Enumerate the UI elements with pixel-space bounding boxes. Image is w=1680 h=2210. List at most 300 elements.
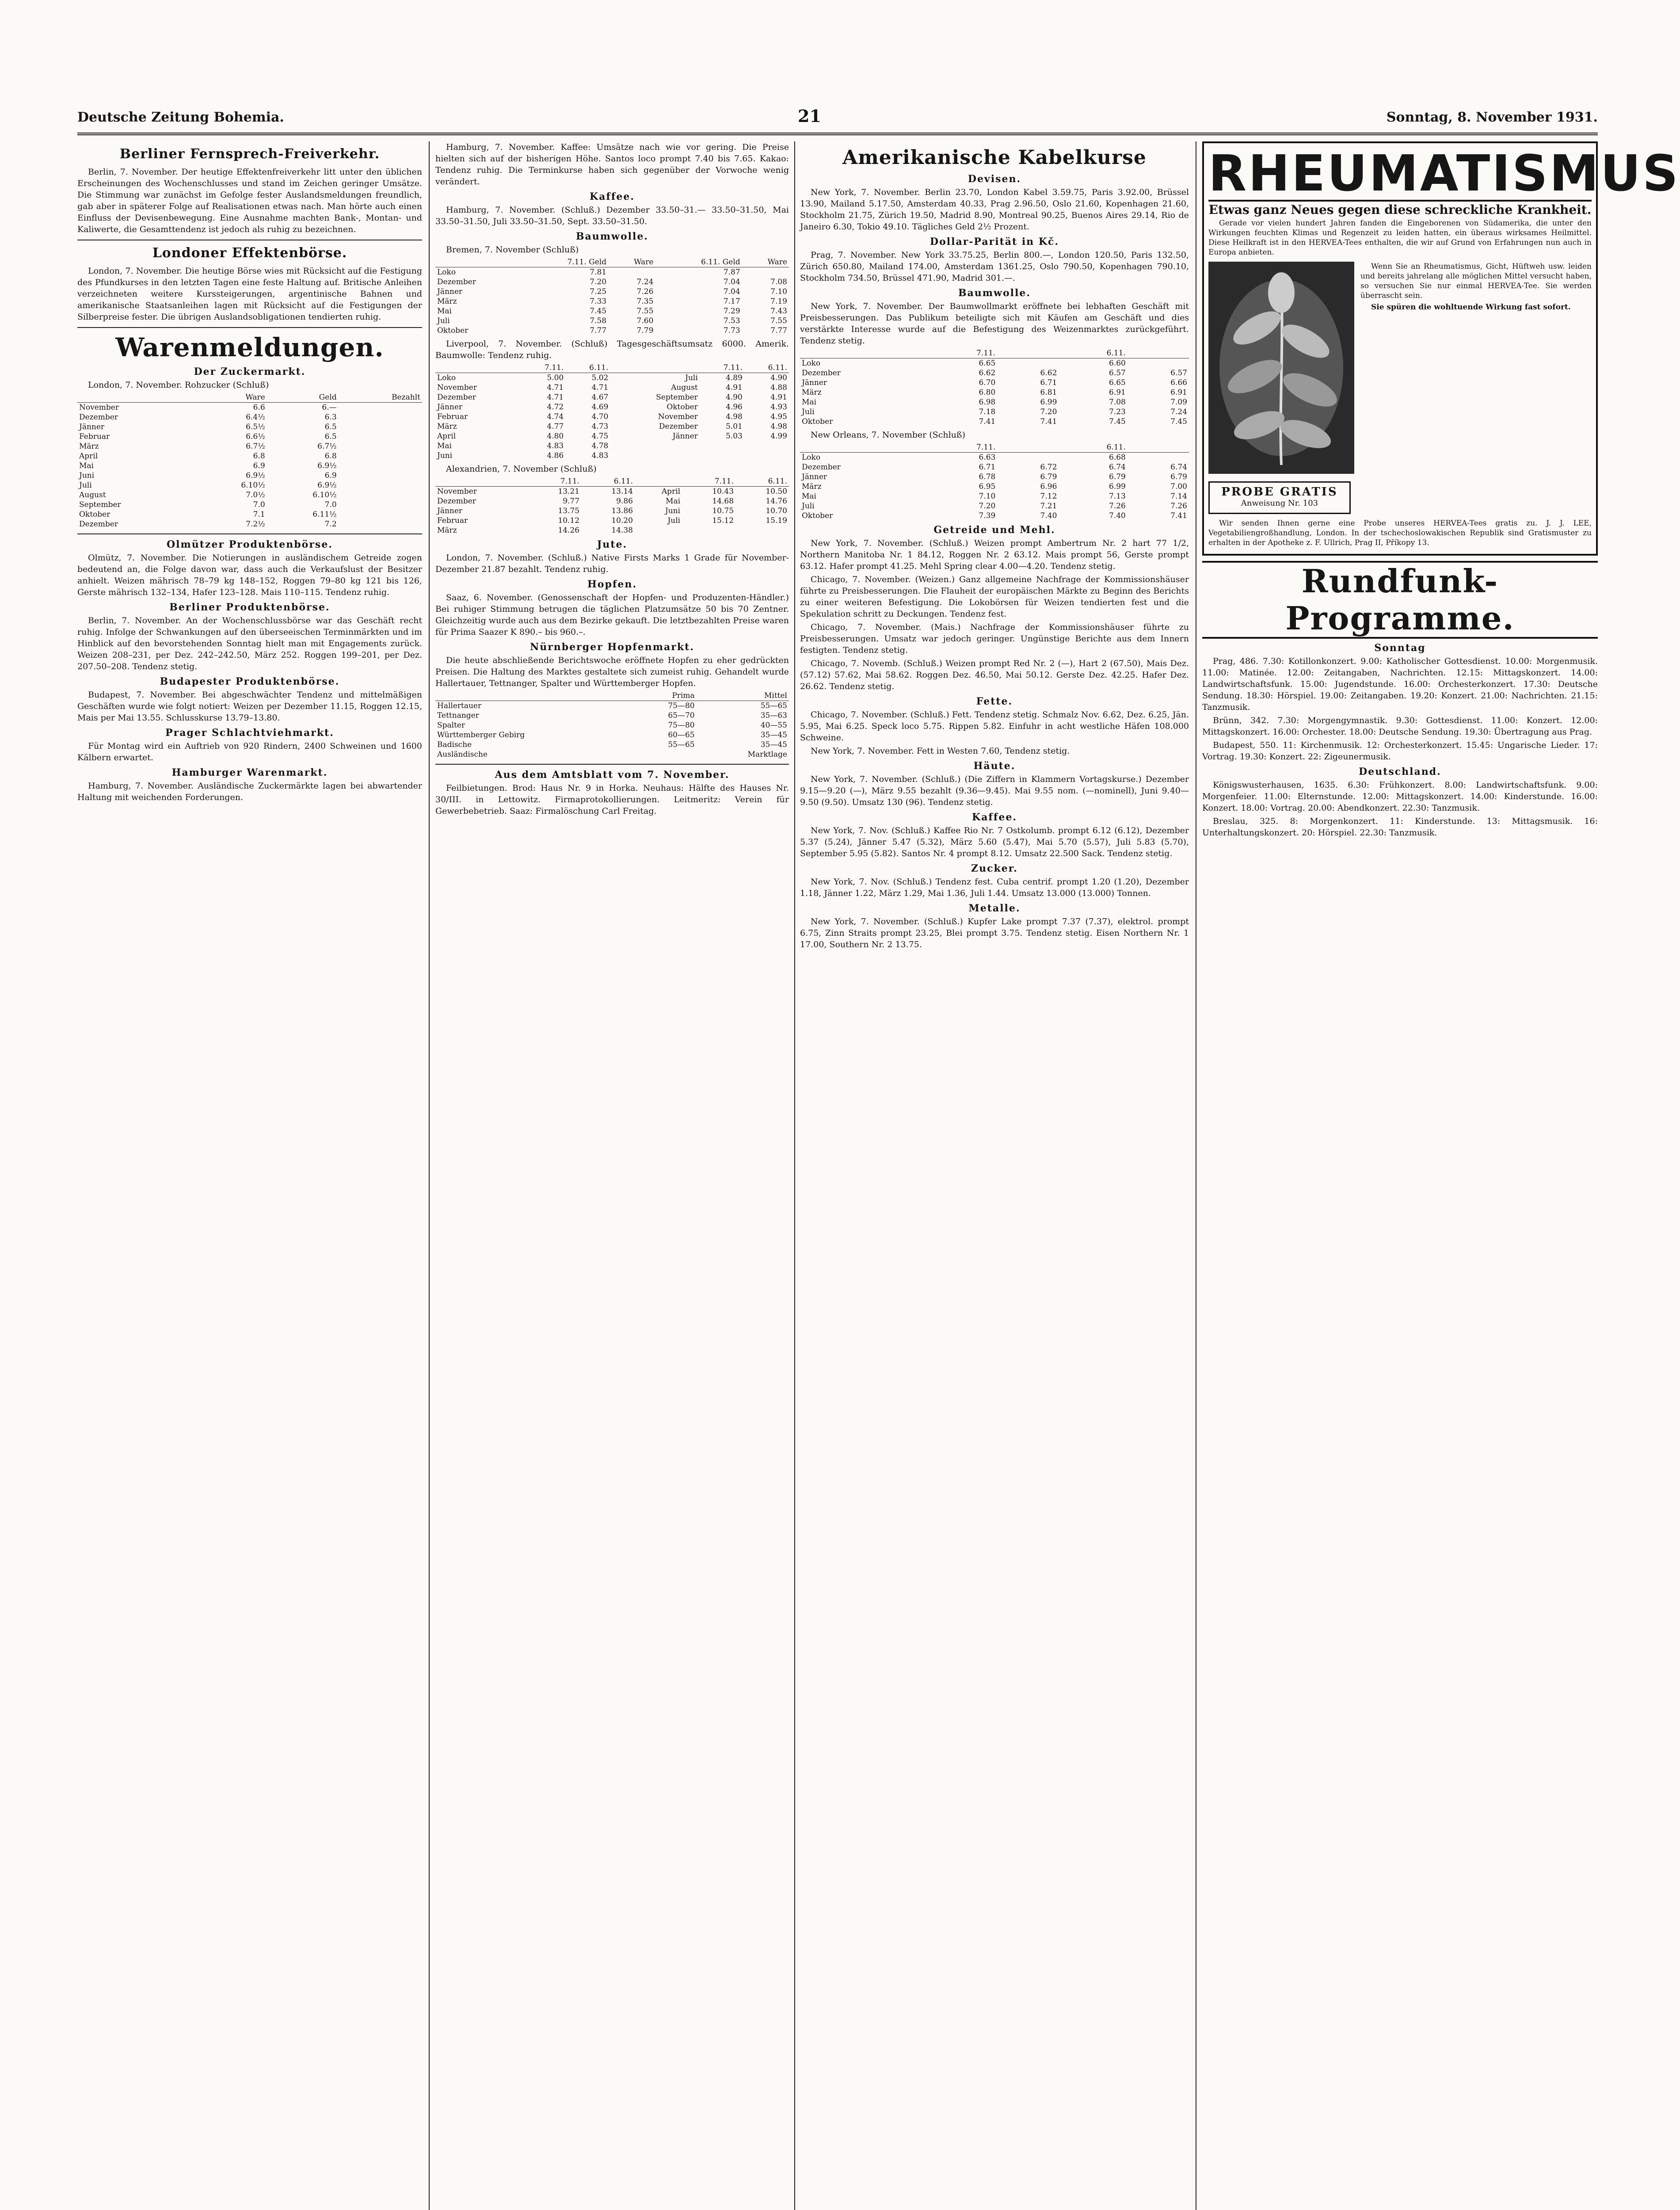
table-row — [435, 496, 789, 506]
table-row — [77, 432, 422, 442]
table-cell: 6.74 — [1170, 463, 1187, 472]
article-text: New York, 7. Nov. (Schluß.) Tendenz fest. Cuba centrif. prompt 1.20 (1.20), Dezember 1.18, Jänner 1.22, März 1.29, Mai 1.36, Juli 1.44. Umsatz 13.000 (13.000) Tonnen. — [800, 877, 1189, 898]
table-cell: 7.60 — [636, 316, 654, 325]
table-row — [435, 526, 789, 535]
table-cell: 6.8 — [324, 452, 337, 461]
table-cell: März — [437, 297, 457, 306]
table-row — [435, 402, 789, 412]
newspaper-name: Deutsche Zeitung Bohemia. — [77, 110, 284, 125]
table-cell — [339, 442, 422, 451]
table-cell: 7.00 — [1170, 482, 1187, 491]
table-cell: 7.25 — [590, 287, 607, 296]
column-rule — [429, 141, 430, 2210]
table-cell: 7.43 — [770, 307, 787, 316]
table-cell: 10.12 — [558, 516, 580, 525]
table-cell: 4.70 — [591, 412, 609, 421]
table-cell: 7.41 — [979, 417, 996, 426]
table-row — [800, 368, 1189, 378]
table-cell: Hallertauer — [437, 701, 482, 710]
column-4 — [1202, 141, 1680, 2210]
table-cell: 6.74 — [1109, 463, 1126, 472]
table-cell: November — [437, 487, 477, 496]
table-row — [77, 490, 422, 500]
article-text: Die heute abschließende Berichtswoche eröffnete Hopfen zu eher gedrückten Preisen. Die Haltung des Marktes gestaltete sich zumeist ruhig. Gehandelt wurde Hallertauer, Tettnanger, Spalter und Württemberger Hopfen. — [435, 655, 789, 688]
subsection-title: Baumwolle. — [575, 231, 649, 242]
table-cell: 7.45 — [1170, 417, 1187, 426]
table-cell: 6.7½ — [246, 442, 265, 451]
section-title: Berliner Fernsprech-Freiverkehr. — [119, 146, 380, 162]
table-cell: 6.57 — [1109, 369, 1126, 377]
table-cell: März — [802, 388, 822, 397]
table-cell: 7.77 — [590, 326, 607, 335]
table-cell: November — [437, 383, 477, 392]
table-header-row — [435, 476, 789, 487]
table-header-cell: Prima — [632, 691, 697, 701]
table-header-row — [800, 348, 1189, 358]
table-cell: 9.86 — [616, 497, 633, 506]
section-title: Warenmeldungen. — [115, 332, 384, 362]
table-cell: Juli — [685, 373, 698, 382]
article-text: New York, 7. Nov. (Schluß.) Kaffee Rio Nr. 7 Ostkolumb. prompt 6.12 (6.12), Dezember 5.37 (5.24), Jänner 5.47 (5.32), März 5.60 (5.47), Mai 5.70 (5.57), Juli 5.83 (5.70), September 5.95 (5.82). Santos Nr. 4 prompt 8.12. Umsatz 22.500 Sack. Tendenz stetig. — [800, 826, 1189, 858]
table-cell: 6.95 — [979, 482, 996, 491]
subsection-title: Dollar-Parität in Kč. — [930, 236, 1059, 248]
table-cell: 4.91 — [726, 383, 743, 392]
table-cell: 7.13 — [1109, 492, 1126, 501]
table-cell: 7.33 — [590, 297, 607, 306]
table-header-row — [435, 691, 789, 701]
table-cell: 7.77 — [770, 326, 787, 335]
table-cell: Dezember — [437, 393, 476, 402]
table-cell: 10.43 — [712, 487, 734, 496]
subsection-title: Baumwolle. — [958, 287, 1031, 299]
article-text: Chicago, 7. November. (Weizen.) Ganz allgemeine Nachfrage der Kommissionshäuser führte zu Preisbesserungen. Die Flauheit der europäischen Märkte zu Beginn des Berichts zu einer weiteren Befestigung. Die Lokobörsen für Weizen tendierten fest und die Spekulation schritt zu Deckungen. Tendenz fest. — [800, 575, 1189, 619]
table-cell — [339, 471, 422, 480]
subsection-title: Olmützer Produktenbörse. — [167, 539, 333, 550]
table-cell: 4.90 — [726, 393, 743, 402]
table-row — [800, 397, 1189, 407]
article-text: Breslau, 325. 8: Morgenkonzert. 11: Kinderstunde. 13: Mittagsmusik. 16: Unterhaltungskonzert. 20: Hörspiel. 22.30: Tanzmusik. — [1202, 816, 1598, 838]
section-title: Amerikanische Kabelkurse — [842, 146, 1147, 169]
table-row — [435, 287, 789, 297]
table-cell: 7.58 — [590, 316, 607, 325]
table-header-cell — [435, 476, 528, 487]
table-cell: 14.38 — [611, 526, 633, 535]
table-cell: 13.21 — [558, 487, 580, 496]
table-row — [435, 740, 789, 750]
table-cell — [700, 451, 744, 461]
table-row — [800, 482, 1189, 492]
article-text: New Orleans, 7. November (Schluß) — [811, 430, 966, 440]
article-text: Liverpool, 7. November. (Schluß) Tagesgeschäftsumsatz 6000. Amerik. Baumwolle: Tendenz ruhig. — [435, 339, 789, 360]
table-row — [77, 422, 422, 432]
table-cell: August — [79, 491, 106, 499]
table-row — [435, 730, 789, 740]
table-cell: 7.12 — [1040, 492, 1057, 501]
plant-illustration-icon — [1208, 262, 1354, 474]
table-cell: Juli — [437, 316, 450, 325]
table-cell: 4.75 — [591, 432, 609, 441]
table-cell: 6.96 — [1040, 482, 1057, 491]
table-row — [435, 306, 789, 316]
table-cell: 4.78 — [591, 442, 609, 450]
article-text: New York, 7. November. (Schluß.) (Die Ziffern in Klammern Vortagskurse.) Dezember 9.15—9.20 (—), März 9.55 bezahlt (9.36—9.45). Mai 9.55 nom. (—nominell), Juni 9.40—9.50 (9.50). Umsatz 130 (96). Tendenz stetig. — [800, 774, 1189, 807]
table-row — [800, 501, 1189, 511]
table-cell: 13.75 — [558, 507, 580, 515]
table-cell: Badische — [437, 740, 472, 749]
table-cell: 7.55 — [770, 316, 787, 325]
table-header-cell: 6.11. — [744, 363, 789, 373]
table-cell: 4.98 — [770, 422, 787, 431]
table-cell: 6.71 — [1040, 378, 1057, 387]
article-text: Budapest, 550. 11: Kirchenmusik. 12: Orchesterkonzert. 15.45: Ungarische Lieder. 17: Vortrag. 19.30: Konzert. 22: Zigeunermusik. — [1202, 740, 1598, 762]
table-cell: 7.1 — [253, 510, 265, 519]
table-header-cell: 7.11. — [521, 363, 565, 373]
table-cell: 55—65 — [668, 740, 695, 749]
table-cell: Jänner — [672, 432, 698, 441]
table-header-cell: 7.11. — [929, 442, 997, 453]
table-cell: 7.35 — [636, 297, 654, 306]
sugar-table — [77, 392, 422, 529]
table-cell: Mai — [802, 398, 816, 407]
ad-side-bold: Sie spüren die wohltuende Wirkung fast sofort. — [1371, 303, 1571, 312]
table-cell: Jänner — [802, 378, 827, 387]
table-row — [77, 500, 422, 510]
table-cell: 6.81 — [1040, 388, 1057, 397]
table-cell: 6.99 — [1040, 398, 1057, 407]
table-row — [435, 392, 789, 402]
table-cell: 14.68 — [712, 497, 734, 506]
table-cell: 7.2½ — [246, 520, 265, 529]
table-cell: 7.14 — [1170, 492, 1187, 501]
table-cell: 7.53 — [723, 316, 740, 325]
table-cell: 60—65 — [668, 731, 695, 739]
bremen-cotton-table — [435, 257, 789, 335]
table-header-cell: 7.11. — [929, 348, 997, 358]
coupon-subtitle: Anweisung Nr. 103 — [1241, 499, 1318, 508]
table-row — [435, 487, 789, 497]
table-header-cell: 6.11. Geld — [655, 257, 742, 267]
table-cell: 7.40 — [1109, 511, 1126, 520]
table-cell — [744, 441, 789, 451]
table-cell: 4.71 — [591, 383, 609, 392]
subsection-title: Prager Schlachtviehmarkt. — [165, 727, 334, 739]
table-cell: 4.74 — [547, 412, 564, 421]
table-cell: Mai — [666, 497, 681, 506]
table-cell: 4.95 — [770, 412, 787, 421]
table-cell: 7.10 — [770, 287, 787, 296]
table-cell: 7.24 — [636, 278, 654, 286]
table-cell: 75—80 — [668, 721, 695, 730]
coupon-title: PROBE GRATIS — [1221, 485, 1338, 499]
table-row — [800, 462, 1189, 472]
ad-title: RHEUMATISMUS — [1208, 145, 1680, 202]
table-cell: Tettnanger — [437, 711, 479, 720]
table-cell: 14.26 — [558, 526, 580, 535]
table-cell: 7.40 — [1040, 511, 1057, 520]
subsection-title: Deutschland. — [1359, 766, 1441, 777]
table-cell: 6.60 — [1109, 359, 1126, 368]
alexandria-cotton-table — [435, 476, 789, 535]
table-cell: 4.83 — [547, 442, 564, 450]
table-cell: 6.7½ — [317, 442, 337, 451]
table-cell: 7.0 — [253, 500, 265, 509]
table-header-row — [77, 392, 422, 403]
table-header-cell — [610, 363, 699, 373]
subsection-title: Devisen. — [968, 173, 1021, 185]
table-cell: 6.3 — [324, 413, 337, 422]
article-text: Saaz, 6. November. (Genossenschaft der Hopfen- und Produzenten-Händler.) Bei ruhiger Stimmung betrugen die täglichen Platzumsätze 50 bis 70 Zentner. Gleichzeitig wurde auch aus dem Bezirke gekauft. Die letztbezahlten Preise waren für Prima Saazer K 890.– bis 960.–. — [435, 593, 789, 637]
table-cell: März — [79, 442, 99, 451]
column-rule — [794, 141, 795, 2210]
table-cell: 4.89 — [726, 373, 743, 382]
table-cell — [700, 441, 744, 451]
table-cell: 7.17 — [723, 297, 740, 306]
table-row — [435, 326, 789, 335]
table-cell: Dezember — [802, 463, 841, 472]
table-cell: April — [79, 452, 98, 461]
table-cell: 6.9 — [253, 461, 265, 470]
table-row — [435, 316, 789, 326]
table-cell: Oktober — [802, 417, 833, 426]
table-row — [435, 431, 789, 441]
subsection-title: Hamburger Warenmarkt. — [171, 767, 328, 778]
table-cell: 7.04 — [723, 287, 740, 296]
table-cell: Mai — [437, 442, 452, 450]
table-header-cell — [997, 442, 1059, 453]
table-cell: Juli — [802, 408, 815, 416]
table-header-cell: 6.11. — [735, 476, 789, 487]
article-text: Prag, 7. November. New York 33.75.25, Berlin 800.—, London 120.50, Paris 132.50, Zürich 650.80, Mailand 174.00, Amsterdam 1361.25, Oslo 790.50, Kopenhagen 790.10, Stockholm 734.50, Brüssel 471.90, Madrid 301.—. — [800, 250, 1189, 283]
table-cell: 14.76 — [766, 497, 787, 506]
ad-left — [1208, 262, 1354, 514]
table-header-cell — [800, 442, 929, 453]
table-cell: 4.69 — [591, 403, 609, 412]
table-row — [77, 412, 422, 422]
table-cell: 6.99 — [1109, 482, 1126, 491]
table-cell: Dezember — [802, 369, 841, 377]
table-cell: 4.88 — [770, 383, 787, 392]
table-cell: 4.98 — [726, 412, 743, 421]
article-text: New York, 7. November. (Schluß.) Weizen prompt Ambertrum Nr. 2 hart 77 1/2, Northern Manitoba Nr. 1 84.12, Roggen Nr. 2 63.12. Mais prompt 56, Gerste prompt 63.12. Hafer prompt 41.25. Mehl Spring clear 4.00—4.20. Tendenz stetig. — [800, 538, 1189, 571]
column-2 — [435, 141, 789, 2210]
table-cell — [339, 432, 422, 442]
table-cell: 6.8 — [253, 452, 265, 461]
table-cell: 6.68 — [1109, 453, 1126, 462]
ad-body — [1208, 262, 1592, 514]
table-cell: 7.19 — [770, 297, 787, 306]
article-text: Alexandrien, 7. November (Schluß) — [446, 464, 597, 474]
table-cell: 10.70 — [766, 507, 787, 515]
table-cell: 7.81 — [590, 268, 607, 277]
table-cell: 6.66 — [1170, 378, 1187, 387]
table-cell: 7.0½ — [246, 491, 265, 499]
table-row — [435, 441, 789, 451]
table-cell: 6.79 — [1170, 472, 1187, 481]
table-cell: 7.20 — [1040, 408, 1057, 416]
table-header-cell: 7.11. — [682, 476, 735, 487]
table-cell: 6.4½ — [246, 413, 265, 422]
separator — [435, 764, 789, 765]
table-cell: Juni — [79, 471, 95, 480]
table-cell: Spalter — [437, 721, 465, 730]
table-row — [435, 720, 789, 730]
table-cell: 7.08 — [1109, 398, 1126, 407]
table-cell — [339, 461, 422, 471]
separator — [77, 533, 422, 534]
newyork-cotton-table — [800, 348, 1189, 427]
table-row — [77, 510, 422, 519]
table-cell: 65—70 — [668, 711, 695, 720]
table-cell: September — [656, 393, 698, 402]
table-cell: 4.67 — [591, 393, 609, 402]
table-cell: 6.71 — [979, 463, 996, 472]
table-cell: 7.2 — [324, 520, 337, 529]
table-row — [435, 711, 789, 720]
table-cell: 7.08 — [770, 278, 787, 286]
article-text: London, 7. November. Rohzucker (Schluß) — [88, 380, 269, 390]
table-header-cell: 7.11. Geld — [522, 257, 608, 267]
article-text: Feilbietungen. Brod: Haus Nr. 9 in Horka. Neuhaus: Hälfte des Hauses Nr. 30/III. in Lettowitz. Firmaprotokollierungen. Leitmeritz: Verein für Gewerbebetrieb. Saaz: Firmalöschung Carl Freitag. — [435, 783, 789, 816]
table-cell: 7.26 — [636, 287, 654, 296]
article-text: Chicago, 7. Novemb. (Schluß.) Weizen prompt Red Nr. 2 (—), Hart 2 (67.50), Mais Dez. (57.12) 57.62, Mai 58.62. Roggen Dez. 46.50, Mai 50.12. Gerste Dez. 42.25. Hafer Dez. 26.62. Tendenz stetig. — [800, 659, 1189, 691]
table-row — [435, 422, 789, 431]
table-cell: 7.45 — [590, 307, 607, 316]
article-text: New York, 7. November. Der Baumwollmarkt eröffnete bei lebhaften Geschäft mit Preisbesserungen. Das Publikum beteiligte sich mit Käufen am Geschäft und dies verstärkte Interesse wurde auf die Befestigung des Weizenmarktes zurückgeführt. Tendenz stetig. — [800, 301, 1189, 346]
table-cell: August — [671, 383, 698, 392]
table-cell: Oktober — [437, 326, 469, 335]
table-cell — [682, 526, 735, 535]
table-row — [435, 516, 789, 526]
table-cell: Dezember — [437, 278, 476, 286]
table-header-cell — [997, 348, 1059, 358]
table-cell: 4.96 — [726, 403, 743, 412]
article-text: Berlin, 7. November. Der heutige Effektenfreiverkehr litt unter den üblichen Erscheinungen des Wochenschlusses und stand im Zeichen geringer Umsätze. Die Stimmung war zunächst im Gefolge fester Auslandsmeldungen freundlich, gab aber in späterer Folge auf Realisationen etwas nach. Man hörte auch einen Einfluss der Devisenbewegung. Eine Ausnahme machten Bank-, Montan- und Kaliwerte, die Gesamttendenz ist jedoch als ruhig zu bezeichnen. — [77, 167, 422, 234]
table-cell: 35—63 — [760, 711, 787, 720]
table-row — [77, 403, 422, 413]
table-header-row — [435, 257, 789, 267]
table-cell: 4.72 — [547, 403, 564, 412]
table-row — [77, 461, 422, 471]
table-cell: Dezember — [79, 413, 118, 422]
table-row — [800, 388, 1189, 397]
table-cell — [635, 526, 682, 535]
subsection-title: Nürnberger Hopfenmarkt. — [530, 641, 694, 653]
table-cell — [339, 480, 422, 490]
article-text: Königswusterhausen, 1635. 6.30: Frühkonzert. 8.00: Landwirtschaftsfunk. 9.00: Morgenfeier. 11.00: Elternstunde. 12.00: Mittagskonzert. 14.00: Kinderstunde. 16.00: Konzert. 18.00: Vortrag. 20.00: Abendkonzert. 22.30: Tanzmusik. — [1202, 780, 1598, 813]
table-row — [800, 511, 1189, 521]
table-cell — [1128, 358, 1189, 369]
table-row — [800, 378, 1189, 388]
table-cell — [610, 451, 699, 461]
table-row — [435, 750, 789, 759]
table-cell: 4.99 — [770, 432, 787, 441]
table-cell: 6.9 — [324, 471, 337, 480]
subsection-title: Kaffee. — [972, 812, 1017, 823]
table-cell: 6.5 — [324, 432, 337, 441]
table-row — [800, 417, 1189, 427]
table-cell: Loko — [437, 268, 456, 277]
liverpool-cotton-table — [435, 363, 789, 461]
table-row — [800, 472, 1189, 482]
article-text: New York, 7. November. Fett in Westen 7.60, Tendenz stetig. — [811, 746, 1070, 756]
subsection-title: Häute. — [973, 760, 1016, 772]
table-cell: 40—55 — [760, 721, 787, 730]
table-cell: Jänner — [79, 423, 105, 431]
article-text: Olmütz, 7. November. Die Notierungen in ausländischem Getreide zogen bedeutend an, die Folge davon war, dass auch die Verkaufslust der Besitzer anhielt. Weizen mährisch 78–79 kg 148–152, Roggen 79–80 kg 121 bis 126, Gerste mährisch 132–134, Hafer 123–128. Mais 110–115. Tendenz ruhig. — [77, 553, 422, 597]
table-cell: 15.12 — [712, 516, 734, 525]
table-cell: 7.79 — [636, 326, 654, 335]
table-row — [800, 358, 1189, 369]
table-cell: 4.73 — [591, 422, 609, 431]
table-cell: 10.75 — [712, 507, 734, 515]
table-row — [77, 451, 422, 461]
article-text: Brünn, 342. 7.30: Morgengymnastik. 9.30: Gottesdienst. 11.00: Konzert. 12.00: Mittagskonzert. 16.00: Orchester. 18.00: Deutsche Sendung. 19.30: Übertragung aus Prag. — [1202, 716, 1598, 737]
table-cell: Mai — [79, 461, 94, 470]
free-sample-coupon — [1208, 481, 1351, 514]
table-cell: 7.26 — [1170, 502, 1187, 511]
table-cell — [997, 358, 1059, 369]
section-title: Londoner Effektenbörse. — [152, 245, 347, 261]
hops-table — [435, 691, 789, 759]
table-cell — [339, 412, 422, 422]
table-cell: 4.80 — [547, 432, 564, 441]
table-cell: 5.00 — [547, 373, 564, 382]
article-text: Chicago, 7. November. (Mais.) Nachfrage der Kommissionshäuser führte zu Preisbesserungen. Umsatz war jedoch geringer. Ungünstige Berichte aus dem Innern festigten. Tendenz stetig. — [800, 622, 1189, 655]
table-cell — [997, 453, 1059, 463]
table-cell — [339, 500, 422, 510]
subsection-title: Sonntag — [1374, 642, 1426, 654]
table-cell: März — [437, 526, 457, 535]
table-cell: 6.6½ — [246, 432, 265, 441]
ad-side-text: Wenn Sie an Rheumatismus, Gicht, Hüftweh usw. leiden und bereits jahrelang alle möglichen Mittel versucht haben, so versuchen Sie nur einmal HERVEA-Tee. Sie werden überrascht sein. — [1360, 262, 1592, 300]
table-header-cell — [435, 691, 632, 701]
table-cell: 5.01 — [726, 422, 743, 431]
article-text: Hamburg, 7. November. (Schluß.) Dezember 33.50–31.— 33.50–31.50, Mai 33.50–31.50, Juli 33.50–31.50, Sept. 33.50–31.50. — [435, 205, 789, 226]
table-cell: Juni — [665, 507, 681, 515]
table-cell: 6.80 — [979, 388, 996, 397]
article-text: London, 7. November. Die heutige Börse wies mit Rücksicht auf die Festigung des Pfundkurses in den letzten Tagen eine feste Haltung auf. Britische Anleihen verzeichneten weitere Kurssteigerungen, argentinische Bahnen und amerikanische Staatsanleihen lagen mit Rücksicht auf die Festigungen der Silberpreise fester. Die übrigen Auslandsobligationen tendierten ruhig. — [77, 266, 422, 322]
table-row — [435, 506, 789, 516]
table-cell: 35—45 — [760, 731, 787, 739]
table-cell: 5.03 — [726, 432, 743, 441]
table-row — [77, 480, 422, 490]
table-cell: 7.20 — [979, 502, 996, 511]
subsection-title: Aus dem Amtsblatt vom 7. November. — [495, 769, 730, 781]
table-cell: 6.5 — [324, 423, 337, 431]
table-header-cell: Geld — [267, 392, 339, 403]
table-row — [435, 267, 789, 278]
table-cell: Loko — [437, 373, 456, 382]
table-cell: September — [79, 500, 121, 509]
table-cell: November — [658, 412, 698, 421]
article-text: Chicago, 7. November. (Schluß.) Fett. Tendenz stetig. Schmalz Nov. 6.62, Dez. 6.25, Jän. 5.95, Mai 6.25. Speck loco 5.75. Rippen 5.82. Einfuhr in acht westliche Häfen 108.000 Schweine. — [800, 710, 1189, 743]
subsection-title: Der Zuckermarkt. — [194, 366, 306, 377]
table-cell: Marktlage — [747, 750, 787, 759]
article-text: New York, 7. November. (Schluß.) Kupfer Lake prompt 7.37 (7.37), elektrol. prompt 6.75, Zinn Straits prompt 23.25, Blei prompt 3.75. Tendenz stetig. Eisen Northern Nr. 1 17.00, Southern Nr. 2 13.75. — [800, 917, 1189, 949]
table-row — [435, 701, 789, 711]
table-cell: Februar — [437, 412, 468, 421]
ad-text: Gerade vor vielen hundert Jahren fanden die Eingeborenen von Südamerika, die unter den Wirkungen feuchten Klimas und Regenzeit zu leiden hatten, ein überaus wirksames Heilmittel. Diese Heilkraft ist in den HERVEA-Tees enthalten, die wir auf Grund von Erfahrungen nun auch in Europa anbieten. — [1208, 219, 1592, 257]
article-text: Budapest, 7. November. Bei abgeschwächter Tendenz und mittelmäßigen Geschäften wurde wie folgt notiert: Weizen per Dezember 11.15, Roggen 12.15, Mais per Mai 13.55. Schlusskurse 13.79–13.80. — [77, 690, 422, 723]
table-cell: 6.62 — [1040, 369, 1057, 377]
table-cell: 7.24 — [1170, 408, 1187, 416]
table-cell: Juli — [667, 516, 681, 525]
table-cell: 6.57 — [1170, 369, 1187, 377]
table-cell: 4.90 — [770, 373, 787, 382]
table-cell: 6.10½ — [312, 491, 337, 499]
table-row — [435, 277, 789, 287]
table-cell: 6.9½ — [317, 481, 337, 490]
